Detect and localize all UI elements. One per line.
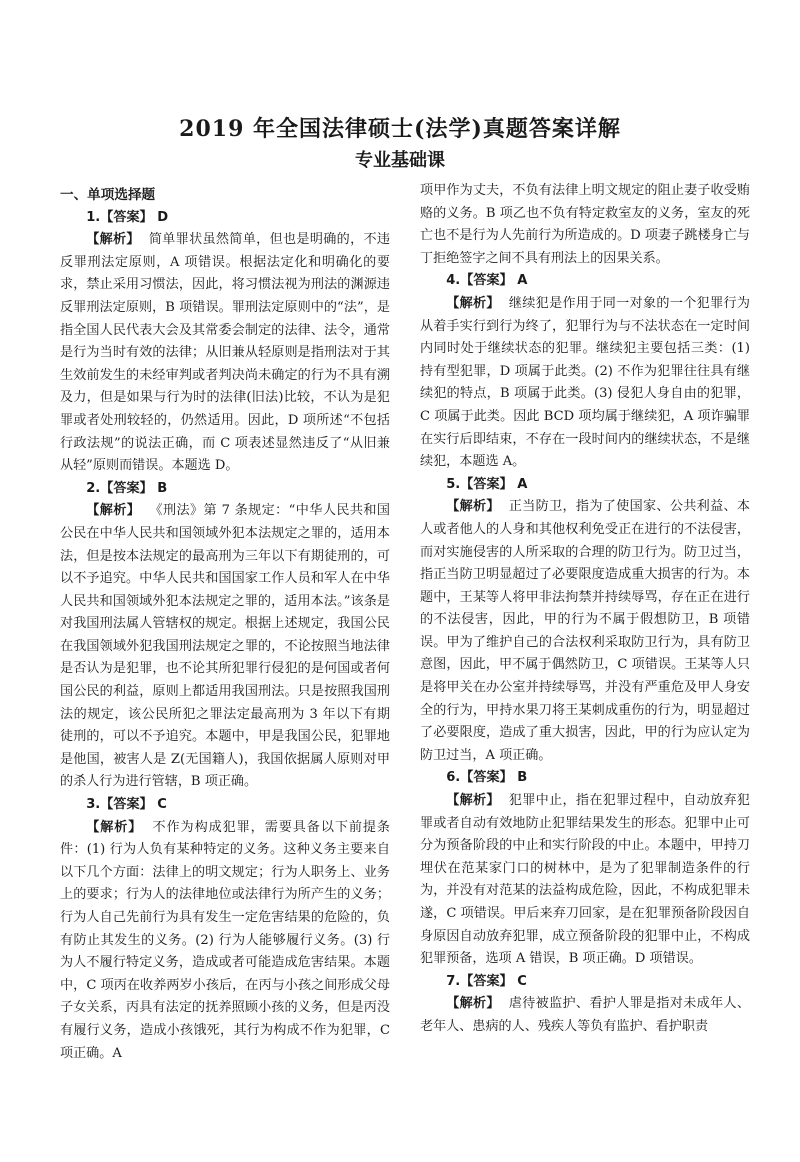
document-subtitle: 专业基础课	[355, 150, 445, 171]
explanation-q4: 【解析】 继续犯是作用于同一对象的一个犯罪行为从着手实行到行为终了，犯罪行为与不法状态在一定时间内同时处于继续状态的犯罪。继续犯主要包括三类：(1) 持有型犯罪，D 项属于此类。(2) 不作为犯罪往往具有继续犯的特点，B 项属于此类。(3) 侵犯人身自由的犯罪，C 项属于此类。因此 BCD 项均属于继续犯，A 项诈骗罪在实行后即结束，不存在一段时间内的继续状态，不是继续犯，本题选 A。	[420, 295, 751, 470]
explanation-q6: 【解析】 犯罪中止，指在犯罪过程中，自动放弃犯罪或者自动有效地防止犯罪结果发生的形态。犯罪中止可分为预备阶段的中止和实行阶段的中止。本题中，甲持刀埋伏在范某家门口的树林中，是为了犯罪制造条件的行为，并没有对范某的法益构成危险，因此，不构成犯罪未遂，C 项错误。甲后来弃刀回家，是在犯罪预备阶段因自身原因自动放弃犯罪，成立预备阶段的犯罪中止，不构成犯罪预备，选项 A 错误，B 项正确。D 项错误。	[420, 793, 751, 967]
explanation-q5: 【解析】 正当防卫，指为了使国家、公共利益、本人或者他人的人身和其他权利免受正在进行的不法侵害，而对实施侵害的人所采取的合理的防卫行为。防卫过当，指正当防卫明显超过了必要限度造成重大损害的行为。本题中，王某等人将甲非法拘禁并持续辱骂，存在正在进行的不法侵害，因此，甲的行为不属于假想防卫，B 项错误。甲为了维护自己的合法权利采取防卫行为，具有防卫意图，因此，甲不属于偶然防卫，C 项错误。王某等人只是将甲关在办公室并持续辱骂，并没有严重危及甲人身安全的行为，甲持水果刀将王某刺成重伤的行为，明显超过了必要限度，造成了重大损害，因此，甲的行为应认定为防卫过当，A 项正确。	[420, 499, 751, 763]
right-column	[420, 180, 750, 1039]
explanation-q2: 【解析】 《刑法》第 7 条规定：“中华人民共和国公民在中华人民共和国领域外犯本法规定之罪的，适用本法，但是按本法规定的最高刑为三年以下有期徒刑的，可以不予追究。中华人民共和国国家工作人员和军人在中华人民共和国领域外犯本法规定之罪的，适用本法。”该条是对我国刑法属人管辖权的规定。根据上述规定，我国公民在我国领域外犯我国刑法规定之罪的，不论按照当地法律是否认为是犯罪，也不论其所犯罪行侵犯的是何国或者何国公民的利益，原则上都适用我国刑法。只是按照我国刑法的规定，该公民所犯之罪法定最高刑为 3 年以下有期徒刑的，可以不予追究。本题中，甲是我国公民，犯罪地是他国，被害人是 Z(无国籍人)，我国依据属人原则对甲的杀人行为进行管辖，B 项正确。	[60, 503, 391, 790]
answer-line-q6: 6.【答案】 B	[446, 770, 528, 786]
answer-line-q3: 3.【答案】 C	[86, 797, 167, 813]
left-column	[60, 184, 390, 1065]
answer-line-q2: 2.【答案】 B	[86, 480, 168, 496]
explanation-q3: 【解析】 不作为构成犯罪，需要具备以下前提条件：(1) 行为人负有某种特定的义务。这种义务主要来自以下几个方面：法律上的明文规定；行为人职务上、业务上的要求；行为人的法律地位或法律行为所产生的义务；行为人自己先前行为具有发生一定危害结果的危险的，负有防止其发生的义务。(2) 行为人能够履行义务。(3) 行为人不履行特定义务，造成或者可能造成危害结果。本题中，C 项丙在收养两岁小孩后，在丙与小孩之间形成父母子女关系，丙具有法定的抚养照顾小孩的义务，但是丙没有履行义务，造成小孩饿死，其行为构成不作为犯罪，C 项正确。A	[60, 819, 391, 1061]
explanation-q7: 【解析】 虐待被监护、看护人罪是指对未成年人、老年人、患病的人、残疾人等负有监护、看护职责	[420, 996, 751, 1034]
answer-line-q5: 5.【答案】 A	[446, 476, 528, 492]
answer-line-q4: 4.【答案】 A	[446, 273, 528, 289]
answer-line-q7: 7.【答案】 C	[446, 973, 527, 989]
explanation-q3-continued: 项甲作为丈夫，不负有法律上明文规定的阻止妻子收受贿赂的义务。B 项乙也不负有特定救室友的义务，室友的死亡也不是行为人先前行为所造成的。D 项妻子跳楼身亡与丁拒绝签字之间不具有刑法上的因果关系。	[420, 183, 750, 266]
explanation-q1: 【解析】 简单罪状虽然简单，但也是明确的，不违反罪刑法定原则，A 项错误。根据法定化和明确化的要求，禁止采用习惯法，因此，将习惯法视为刑法的渊源违反罪刑法定原则，B 项错误。罪刑法定原则中的“法”，是指全国人民代表大会及其常委会制定的法律、法令，通常是行为当时有效的法律；从旧兼从轻原则是指刑法对于其生效前发生的未经审判或者判决尚未确定的行为不具有溯及力，但是如果与行为时的法律(旧法)比较，不认为是犯罪或者处刑较轻的，仍然适用。因此，D 项所述“不包括行政法规”的说法正确，而 C 项表述显然违反了“从旧兼从轻”原则而错误。本题选 D。	[60, 232, 391, 474]
section-heading: 一、单项选择题	[60, 187, 156, 203]
document-title: 2019 年全国法律硕士(法学)真题答案详解	[179, 116, 621, 142]
answer-line-q1: 1.【答案】 D	[86, 209, 169, 225]
